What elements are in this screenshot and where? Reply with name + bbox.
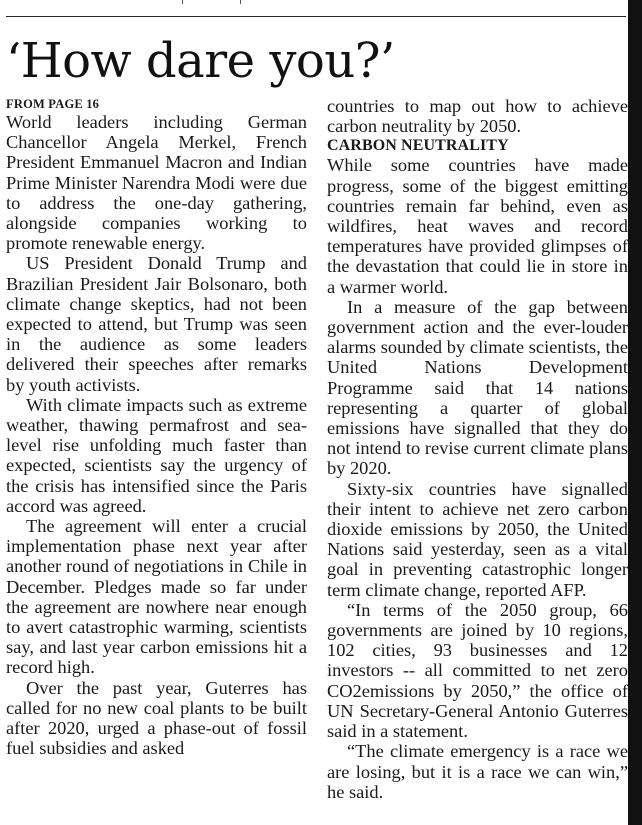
paragraph-7: In a measure of the gap between government action and the ever-louder alarms sounded by climate scientists, the United Nations Development Programme said that 14 nations representing a quarter of global emissions have signalled that they do not intend to revise current climate plans by 2020. (327, 296, 628, 479)
left-column (6, 96, 307, 759)
paragraph-4: The agreement will enter a crucial implementation phase next year after another round of negotiations in Chile in December. Pledges made so far under the agreement are nowhere near enough to avert catastrophic warming, scientists say, and last year carbon emissions hit a record high. (6, 516, 307, 678)
kicker: FROM PAGE 16 (6, 97, 100, 111)
page-edge-shadow (628, 0, 642, 825)
paragraph-8: Sixty-six countries have signalled their intent to achieve net zero carbon dioxide emissions by 2050, the United Nations said yesterday, seen as a vital goal in preventing catastrophic longer term climate change, reported AFP. (327, 478, 628, 600)
paragraph-3: With climate impacts such as extreme weather, thawing permafrost and sea-level rise unfolding much faster than expected, scientists say the urgency of the crisis has intensified since the Paris accord was agreed. (6, 394, 307, 516)
right-column (327, 96, 628, 802)
paragraph-6: While some countries have made progress, some of the biggest emitting countries remain far behind, even as wildfires, heat waves and record temperatures have provided glimpses of the devastation that could lie in store in a warmer world. (327, 155, 628, 297)
top-rule (6, 16, 626, 17)
paragraph-1: World leaders including German Chancellor Angela Merkel, French President Emmanuel Macron and Indian Prime Minister Narendra Modi were due to address the one-day gathering, alongside companies working to promote renewable energy. (6, 112, 307, 254)
top-edge-marks (150, 0, 350, 6)
paragraph-10: “The climate emergency is a race we are losing, but it is a race we can win,” he said. (327, 741, 628, 802)
paragraph-continued: countries to map out how to achieve carbon neutrality by 2050. (327, 96, 628, 137)
paragraph-9: “In terms of the 2050 group, 66 governments are joined by 10 regions, 102 cities, 93 businesses and 12 investors -- all committed to net zero CO2emissions by 2050,” the office of UN Secretary-General Antonio Guterres said in a statement. (327, 599, 628, 742)
subhead: CARBON NEUTRALITY (327, 137, 509, 155)
paragraph-5: Over the past year, Guterres has called for no new coal plants to be built after 2020, urged a phase-out of fossil fuel subsidies and asked (6, 677, 307, 759)
headline: ‘How dare you?’ (6, 33, 395, 89)
paragraph-2: US President Donald Trump and Brazilian President Jair Bolsonaro, both climate change skeptics, had not been expected to attend, but Trump was seen in the audience as some leaders delivered their speeches after remarks by youth activists. (6, 253, 307, 395)
